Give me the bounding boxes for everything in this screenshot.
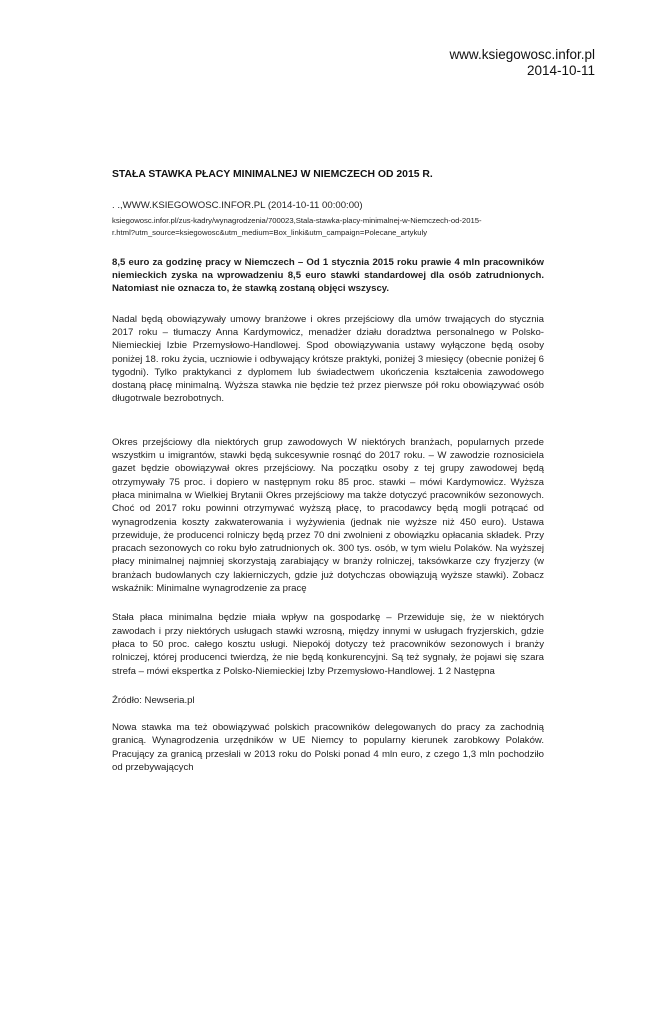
source-line: . .,WWW.KSIEGOWOSC.INFOR.PL (2014-10-11 00:00:00) <box>112 200 363 212</box>
source-credit: Źródło: Newseria.pl <box>112 694 195 706</box>
paragraph-1: Nadal będą obowiązywały umowy branżowe i okres przejściowy dla umów trwających do stycznia 2017 roku – tłumaczy Anna Kardymowicz, menadżer działu doradztwa personalnego w Polsko-Niemieckiej Izbie Przemysłowo-Handlowej. Spod obowiązywania ustawy wyłączone będą osoby poniżej 18. roku życia, uczniowie i odbywający krótsze praktyki, poniżej 3 miesięcy (obecnie poniżej 6 tygodni). Tylko praktykanci z dyplomem lub świadectwem ukończenia kształcenia zawodowego dostaną płacę minimalną. Wyższa stawka nie będzie też przez pierwsze pół roku obowiązywać osób długotrwale bezrobotnych. <box>112 313 544 405</box>
paragraph-4: Nowa stawka ma też obowiązywać polskich pracowników delegowanych do pracy za zachodnią granicą. Wynagrodzenia urzędników w UE Niemcy to popularny kierunek zarobkowy Polaków. Pracujący za granicą przesłali w 2013 roku do Polski ponad 4 mln euro, z czego 1,3 mln pochodziło od przebywających <box>112 722 544 773</box>
article <box>112 168 544 790</box>
page-header <box>449 47 595 79</box>
paragraph-3: Stała płaca minimalna będzie miała wpływ na gospodarkę – Przewiduje się, że w niektórych zawodach i przy niektórych usługach stawki wzrosną, między innymi w usługach fryzjerskich, gdzie płaca to 50 proc. całego kosztu usługi. Niepokój dotyczy też pracowników sezonowych i branży rolniczej, której producenci twierdzą, że nie będą konkurencyjni. Są też sygnały, że pojawi się szara strefa – mówi ekspertka z Polsko-Niemieckiej Izby Przemysłowo-Handlowej. 1 2 Następna <box>112 612 544 677</box>
print-date: 2014-10-11 <box>526 63 595 78</box>
article-url <box>112 215 544 240</box>
site-url: www.ksiegowosc.infor.pl <box>449 47 595 62</box>
paragraph-2: Okres przejściowy dla niektórych grup zawodowych W niektórych branżach, popularnych przede wszystkim u imigrantów, stawki będą sukcesywnie rosnąć do 2017 roku. – W zawodzie roznosiciela gazet będzie obowiązywał okres przejściowy. Na początku osoby z tej grupy zawodowej będą otrzymywały 75 proc. i dopiero w następnym roku 85 proc. stawki – mówi Kardymowicz. Wyższa płaca minimalna w Wielkiej Brytanii Okres przejściowy ma także dotyczyć pracowników sezonowych. Choć od 2017 roku powinni otrzymywać wyższą płacę, to pracodawcy będą mogli potrącać od wynagrodzenia koszty zakwaterowania i wyżywienia (jednak nie wyższe niż 450 euro). Ustawa przewiduje, że producenci rolniczy będą przez 70 dni zwolnieni z obowiązku opłacania składek. Przy pracach sezonowych co roku było zatrudnionych ok. 300 tys. osób, w tym wielu Polaków. Na wyższej płacy minimalnej najmniej skorzystają zarabiający w branży rolniczej, taksówkarze czy fryzjerzy (w branżach budowlanych czy lakierniczych, gdzie już dotychczas obowiązują wyższe stawki). Zobacz wskaźnik: Minimalne wynagrodzenie za pracę <box>112 436 544 595</box>
article-title: STAŁA STAWKA PŁACY MINIMALNEJ W NIEMCZECH OD 2015 R. <box>112 169 433 180</box>
article-lead: 8,5 euro za godzinę pracy w Niemczech – Od 1 stycznia 2015 roku prawie 4 mln pracowników niemieckich zyska na wprowadzeniu 8,5 euro stawki standardowej dla osób zatrudnionych. Natomiast nie oznacza to, że stawką zostaną objęci wszyscy. <box>112 256 544 295</box>
article-url-part-2: r.html?utm_source=ksiegowosc&utm_medium=Box_linki&utm_campaign=Polecane_artykuly <box>112 228 428 238</box>
article-url-part-1: ksiegowosc.infor.pl/zus-kadry/wynagrodzenia/700023,Stala-stawka-placy-minimalnej-w-Niemczech-od-2015- <box>112 215 482 225</box>
